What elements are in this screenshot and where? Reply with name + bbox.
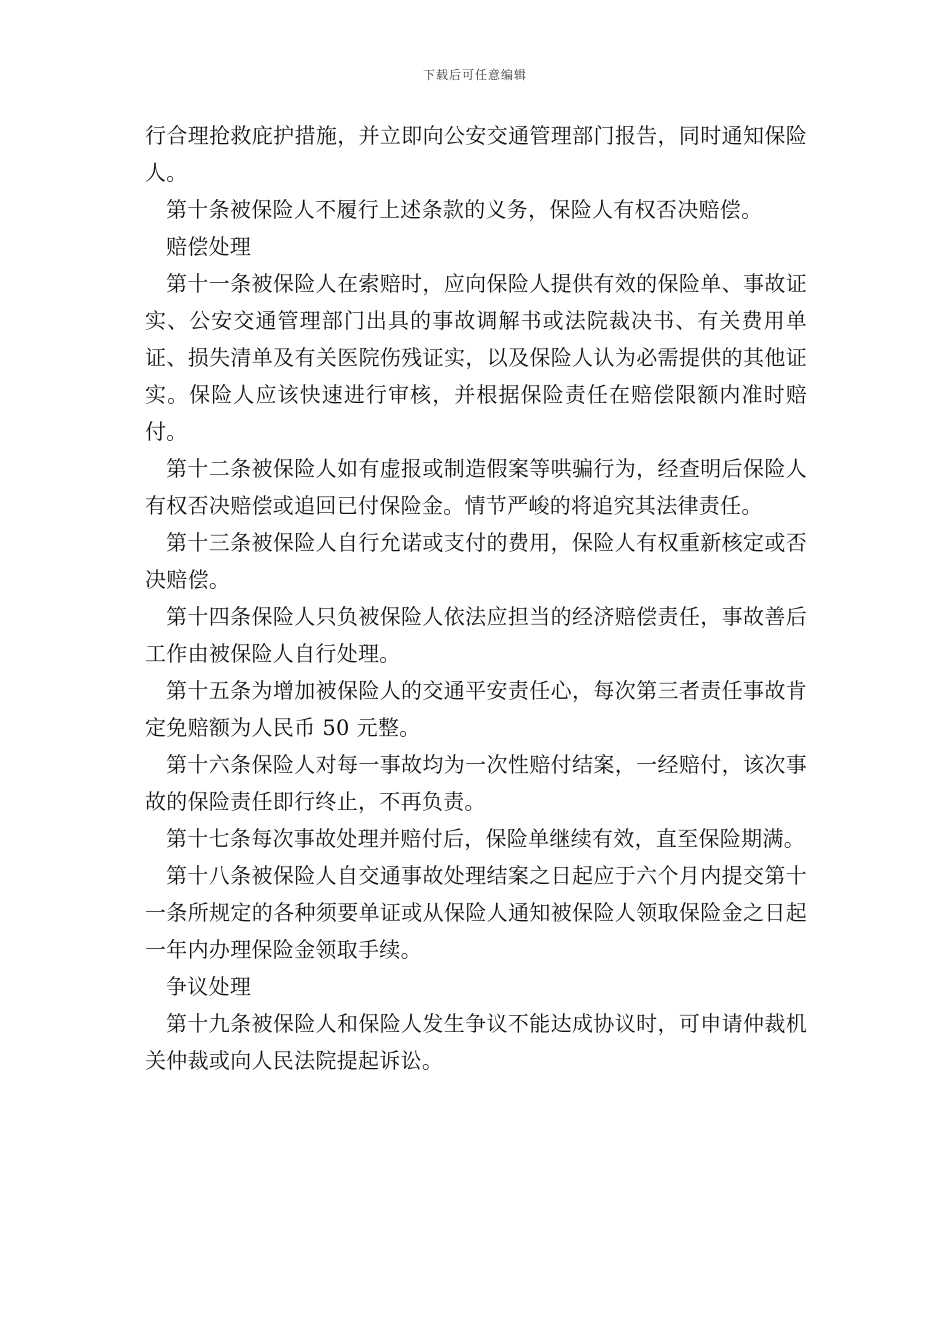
article-16: 第十六条保险人对每一事故均为一次性赔付结案，一经赔付，该次事故的保险责任即行终止，不再负责。: [145, 753, 807, 814]
page-header: 下载后可任意编辑: [422, 68, 527, 82]
article-10: 第十条被保险人不履行上述条款的义务，保险人有权否决赔偿。: [166, 198, 763, 222]
document-body: [145, 118, 807, 1080]
section-heading-disputes: 争议处理: [166, 975, 252, 999]
article-12: 第十二条被保险人如有虚报或制造假案等哄骗行为，经查明后保险人有权否决赔偿或追回已付保险金。情节严峻的将追究其法律责任。: [145, 457, 807, 518]
article-14: 第十四条保险人只负被保险人依法应担当的经济赔偿责任，事故善后工作由被保险人自行处理。: [145, 605, 807, 666]
article-15: 第十五条为增加被保险人的交通平安责任心，每次第三者责任事故肯定免赔额为人民币 50 元整。: [145, 679, 807, 740]
article-19: 第十九条被保险人和保险人发生争议不能达成协议时，可申请仲裁机关仲裁或向人民法院提起诉讼。: [145, 1012, 807, 1073]
section-heading-claims: 赔偿处理: [166, 235, 252, 259]
article-17: 第十七条每次事故处理并赔付后，保险单继续有效，直至保险期满。: [166, 827, 805, 851]
article-18: 第十八条被保险人自交通事故处理结案之日起应于六个月内提交第十一条所规定的各种须要单证或从保险人通知被保险人领取保险金之日起一年内办理保险金领取手续。: [145, 864, 807, 962]
article-11: 第十一条被保险人在索赔时，应向保险人提供有效的保险单、事故证实、公安交通管理部门出具的事故调解书或法院裁决书、有关费用单证、损失清单及有关医院伤残证实，以及保险人认为必需提供的其他证实。保险人应该快速进行审核，并根据保险责任在赔偿限额内准时赔付。: [145, 272, 807, 444]
paragraph-continuation: 行合理抢救庇护措施，并立即向公安交通管理部门报告，同时通知保险人。: [145, 124, 807, 185]
article-13: 第十三条被保险人自行允诺或支付的费用，保险人有权重新核定或否决赔偿。: [145, 531, 807, 592]
